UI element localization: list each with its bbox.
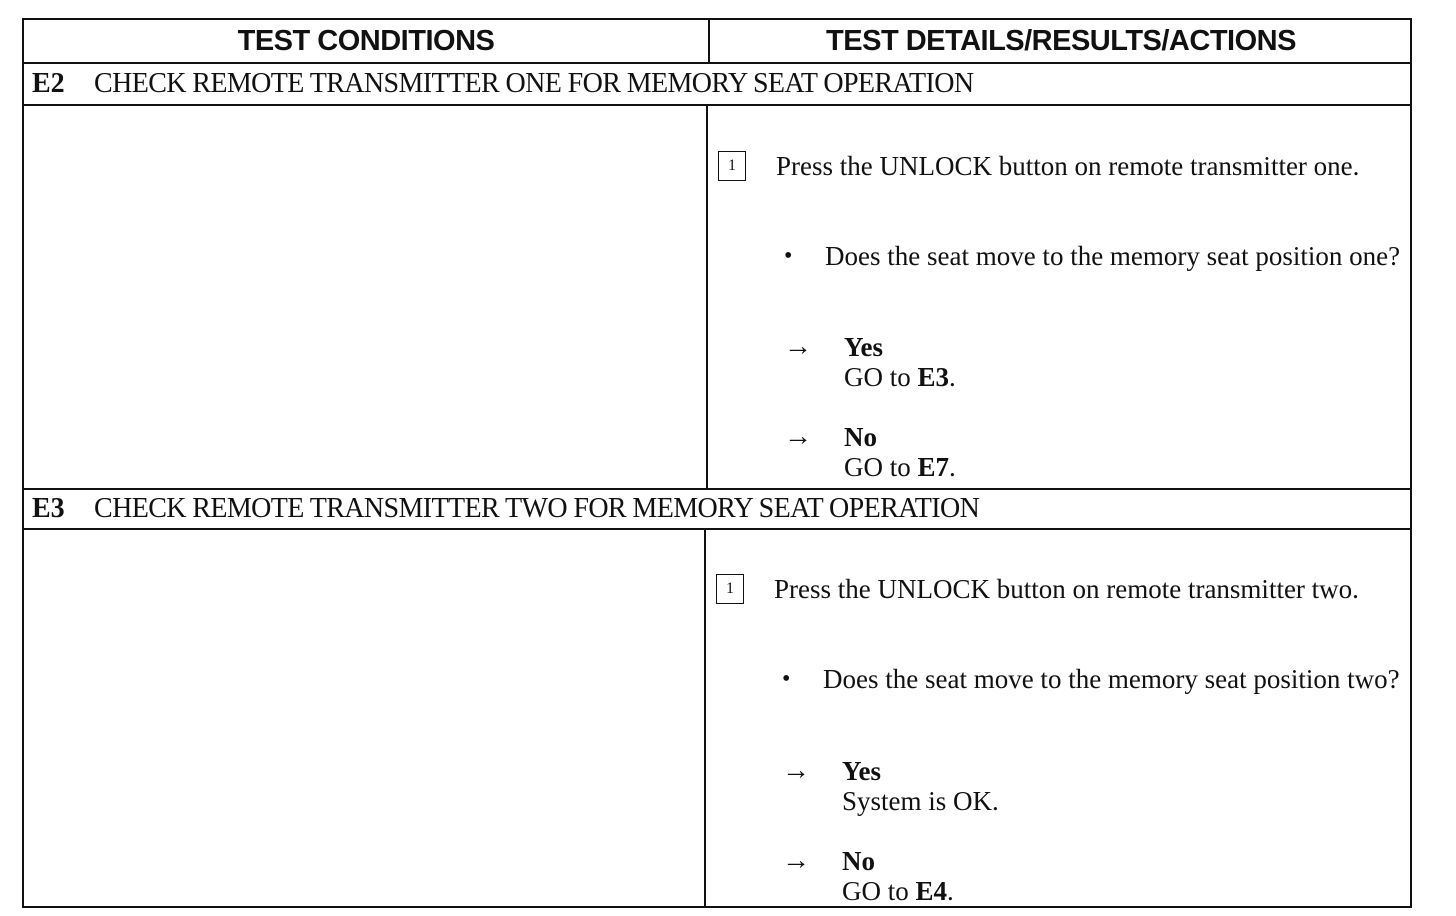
section-row-e2: [24, 64, 1410, 106]
question-text: Does the seat move to the memory seat position two?: [823, 664, 1400, 694]
header-test-details: TEST DETAILS/RESULTS/ACTIONS: [826, 24, 1296, 57]
action-text: System is OK.: [842, 786, 999, 816]
header-test-conditions: TEST CONDITIONS: [237, 24, 495, 57]
no-answer: [842, 846, 954, 906]
arrow-right-icon: →: [782, 845, 810, 876]
step-number-box: 1: [716, 574, 744, 604]
action-text: GO to: [844, 362, 918, 392]
section-title: CHECK REMOTE TRANSMITTER ONE FOR MEMORY SEAT OPERATION: [94, 68, 974, 99]
arrow-right-icon: →: [784, 331, 812, 362]
action-suffix: .: [947, 876, 954, 906]
action-ref: E7: [917, 452, 950, 482]
bullet-icon: •: [784, 243, 793, 269]
section-id: E3: [32, 493, 65, 524]
yes-action: [842, 786, 999, 816]
yes-label: Yes: [842, 756, 881, 786]
section-title: CHECK REMOTE TRANSMITTER TWO FOR MEMORY SEAT OPERATION: [94, 493, 980, 524]
column-divider: [708, 20, 710, 64]
no-label: No: [842, 846, 875, 876]
diagnostic-table: [22, 18, 1412, 908]
yes-label: Yes: [844, 332, 883, 362]
action-suffix: .: [949, 362, 956, 392]
action-ref: E3: [917, 362, 950, 392]
no-answer: [844, 422, 956, 482]
action-ref: E4: [915, 876, 948, 906]
section-body-e3: [24, 530, 1412, 908]
table-header-row: [24, 20, 1410, 64]
yes-action: [844, 362, 956, 392]
yes-answer: [842, 756, 999, 816]
action-suffix: .: [949, 452, 956, 482]
no-label: No: [844, 422, 877, 452]
step-instruction: Press the UNLOCK button on remote transmitter one.: [776, 151, 1360, 181]
step-instruction: Press the UNLOCK button on remote transmitter two.: [774, 574, 1359, 604]
section-body-e2: [24, 106, 1412, 488]
no-action: [844, 452, 956, 482]
arrow-right-icon: →: [784, 421, 812, 452]
bullet-icon: •: [782, 666, 791, 692]
question-text: Does the seat move to the memory seat position one?: [825, 241, 1401, 271]
no-action: [842, 876, 954, 906]
yes-answer: [844, 332, 956, 392]
action-text: GO to: [842, 876, 916, 906]
action-text: GO to: [844, 452, 918, 482]
arrow-right-icon: →: [782, 755, 810, 786]
section-id: E2: [32, 68, 65, 99]
step-number-box: 1: [718, 151, 746, 181]
section-row-e3: [24, 490, 1410, 530]
